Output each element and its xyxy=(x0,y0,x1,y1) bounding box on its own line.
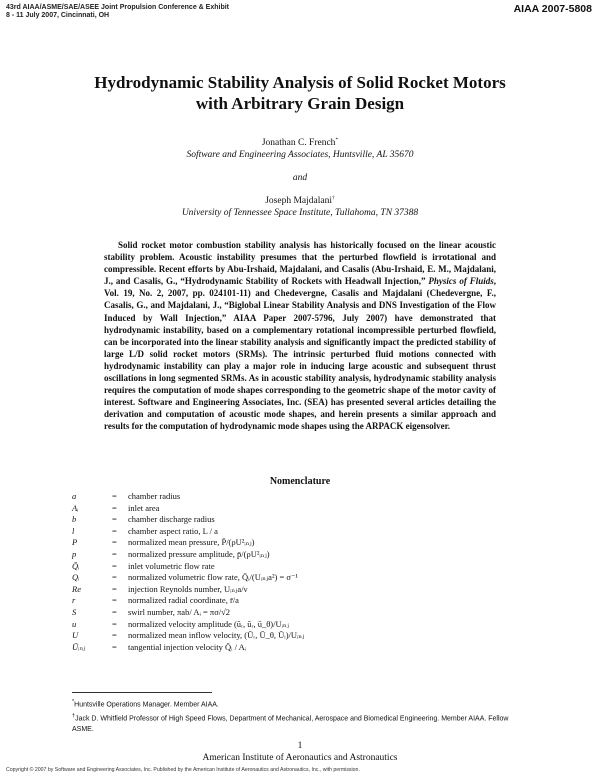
nomenclature-row xyxy=(72,549,532,561)
author-1-affiliation: Software and Engineering Associates, Huntsville, AL 35670 xyxy=(186,150,414,160)
nomenclature-equals: = xyxy=(112,514,117,525)
conference-line-1: 43rd AIAA/ASME/SAE/ASEE Joint Propulsion Conference & Exhibit xyxy=(6,4,229,11)
footnote-1-text: Huntsville Operations Manager. Member AIAA. xyxy=(74,701,219,709)
nomenclature-equals: = xyxy=(112,572,117,583)
nomenclature-symbol: r xyxy=(72,595,76,606)
nomenclature-symbol: Q̄ᵢ xyxy=(72,560,80,571)
nomenclature-equals: = xyxy=(112,525,117,536)
author-2 xyxy=(0,195,600,206)
nomenclature-symbol: S xyxy=(72,606,77,617)
abstract xyxy=(104,239,496,433)
page-number: 1 xyxy=(297,741,303,751)
nomenclature-definition: inlet area xyxy=(128,502,160,513)
nomenclature-row xyxy=(72,561,532,573)
nomenclature-symbol: Ūᵢₙⱼ xyxy=(72,641,86,652)
nomenclature-definition: swirl number, πab/ Aᵢ = πσ/√2 xyxy=(128,606,231,617)
abstract-journal: Physics of Fluids xyxy=(428,276,494,287)
nomenclature-symbol: l xyxy=(72,525,75,536)
nomenclature-row xyxy=(72,642,532,654)
nomenclature-definition: chamber radius xyxy=(128,491,181,501)
nomenclature-equals: = xyxy=(112,606,117,617)
footnote-2 xyxy=(72,711,512,735)
footnote-1 xyxy=(72,697,512,711)
nomenclature-row xyxy=(72,526,532,538)
nomenclature-symbol: Aᵢ xyxy=(72,502,79,513)
nomenclature-equals: = xyxy=(112,491,117,501)
nomenclature-equals: = xyxy=(112,641,117,652)
nomenclature-definition: normalized velocity amplitude (ūᵣ, ūᵣ, ū_θ)/Uᵢₙⱼ xyxy=(128,618,289,629)
publisher-name: American Institute of Aeronautics and Astronautics xyxy=(202,753,398,763)
nomenclature-definition: normalized radial coordinate, r̄/a xyxy=(128,595,239,606)
nomenclature-definition: inlet volumetric flow rate xyxy=(128,560,215,571)
nomenclature-row xyxy=(72,584,532,596)
nomenclature-equals: = xyxy=(112,548,117,559)
nomenclature-row xyxy=(72,503,532,515)
nomenclature-equals: = xyxy=(112,618,117,629)
nomenclature-equals: = xyxy=(112,595,117,606)
footnote-2-text: Jack D. Whitfield Professor of High Speed Flows, Department of Mechanical, Aerospace and Biomedical Engineering. Member AIAA. Fellow ASME. xyxy=(72,715,509,733)
nomenclature-equals: = xyxy=(112,502,117,513)
nomenclature-symbol: b xyxy=(72,514,77,525)
nomenclature-definition: chamber aspect ratio, L / a xyxy=(128,525,218,536)
nomenclature-definition: normalized mean pressure, P̄/(ρU²ᵢₙⱼ) xyxy=(128,537,255,548)
footnote-2-mark: † xyxy=(72,712,76,719)
nomenclature-row xyxy=(72,595,532,607)
nomenclature-definition: normalized volumetric flow rate, Q̄ᵢ/(Uᵢₙⱼa²) = σ⁻¹ xyxy=(128,572,298,583)
nomenclature-symbol: Qᵢ xyxy=(72,572,80,583)
nomenclature-symbol: Re xyxy=(72,583,81,594)
nomenclature-definition: chamber discharge radius xyxy=(128,514,215,525)
nomenclature-definition: normalized pressure amplitude, p̄/(ρU²ᵢₙⱼ) xyxy=(128,548,270,559)
title-line-2: with Arbitrary Grain Design xyxy=(195,94,405,113)
author-1 xyxy=(0,137,600,148)
title-line-1: Hydrodynamic Stability Analysis of Solid Rocket Motors xyxy=(94,73,506,92)
abstract-part-1: Solid rocket motor combustion stability analysis has historically focused on the linear acoustic stability problem. Acoustic instability presumes that the perturbed flowfield is irrotational and compressible. Recent efforts by Abu-Irshaid, Majdalani, and Casalis (Abu-Irshaid, E. M., Majdalani, J., and Casalis, G., “Hydrodynamic Stability of Rockets with Headwall Injection,” xyxy=(104,240,496,287)
nomenclature-row xyxy=(72,572,532,584)
nomenclature-equals: = xyxy=(112,537,117,548)
nomenclature-definition: normalized mean inflow velocity, (Ūᵣ, Ū_θ, Ūᵢ)/Uᵢₙⱼ xyxy=(128,630,305,641)
nomenclature-symbol: p xyxy=(72,548,77,559)
and-separator: and xyxy=(292,173,308,183)
conference-line-2: 8 - 11 July 2007, Cincinnati, OH xyxy=(6,12,110,19)
footnote-1-mark: * xyxy=(72,699,75,705)
paper-id: AIAA 2007-5808 xyxy=(513,3,592,15)
nomenclature-row xyxy=(72,537,532,549)
nomenclature-row xyxy=(72,491,532,503)
nomenclature-row xyxy=(72,514,532,526)
nomenclature-equals: = xyxy=(112,583,117,594)
nomenclature-equals: = xyxy=(112,630,117,641)
nomenclature-symbol: u xyxy=(72,618,77,629)
author-2-name: Joseph Majdalani xyxy=(265,196,332,207)
author-2-affiliation: University of Tennessee Space Institute, Tullahoma, TN 37388 xyxy=(181,208,419,218)
nomenclature-row xyxy=(72,619,532,631)
nomenclature-row xyxy=(72,607,532,619)
nomenclature-definition: tangential injection velocity Q̄ᵢ / Aᵢ xyxy=(128,641,247,652)
nomenclature-equals: = xyxy=(112,560,117,571)
footnotes xyxy=(72,697,512,735)
nomenclature-list xyxy=(72,491,532,653)
copyright-notice: Copyright © 2007 by Software and Engineering Associates, Inc. Published by the American Institute of Aeronautics and Astronautics, Inc., with permission. xyxy=(6,767,360,773)
nomenclature-row xyxy=(72,630,532,642)
author-1-mark: * xyxy=(335,137,339,143)
nomenclature-definition: injection Reynolds number, Uᵢₙⱼa/ν xyxy=(128,583,248,594)
nomenclature-heading: Nomenclature xyxy=(269,476,331,487)
author-2-mark: † xyxy=(332,195,335,201)
conference-header xyxy=(6,4,229,20)
nomenclature-symbol: P xyxy=(72,537,78,548)
abstract-part-2: , Vol. 19, No. 2, 2007, pp. 024101-11) and Chedevergne, Casalis and Majdalani (Chedevergne, F., Casalis, G., and Majdalani, J., “Biglobal Linear Stability Analysis and DNS Investigation of the Flow Induced by Wall Injection,” AIAA Paper 2007-5796, July 2007) have demonstrated that hydrodynamic instability, based on a complementary rotational incompressible perturbed flowfield, can be incorporated into the linear stability analysis and significantly impact the predicted stability of large L/D solid rocket motors (SRMs). The intrinsic perturbed fluid motions connected with hydrodynamic instability can play a major role in inducing large acoustic and subsequent thrust oscillations in long segmented SRMs. As in acoustic stability analysis, hydrodynamic stability analysis requires the computation of mode shapes corresponding to the geometric shape of the motor cavity of interest. Software and Engineering Associates, Inc. (SEA) has presented several articles detailing the derivation and computation of acoustic mode shapes, and herein presents a similar approach and results for the computation of hydrodynamic mode shapes using the ARPACK eigensolver. xyxy=(104,276,496,432)
paper-title xyxy=(40,72,560,114)
author-1-name: Jonathan C. French xyxy=(261,138,336,149)
footnote-divider xyxy=(72,692,212,693)
nomenclature-symbol: a xyxy=(72,491,77,501)
nomenclature-symbol: U xyxy=(72,630,79,641)
